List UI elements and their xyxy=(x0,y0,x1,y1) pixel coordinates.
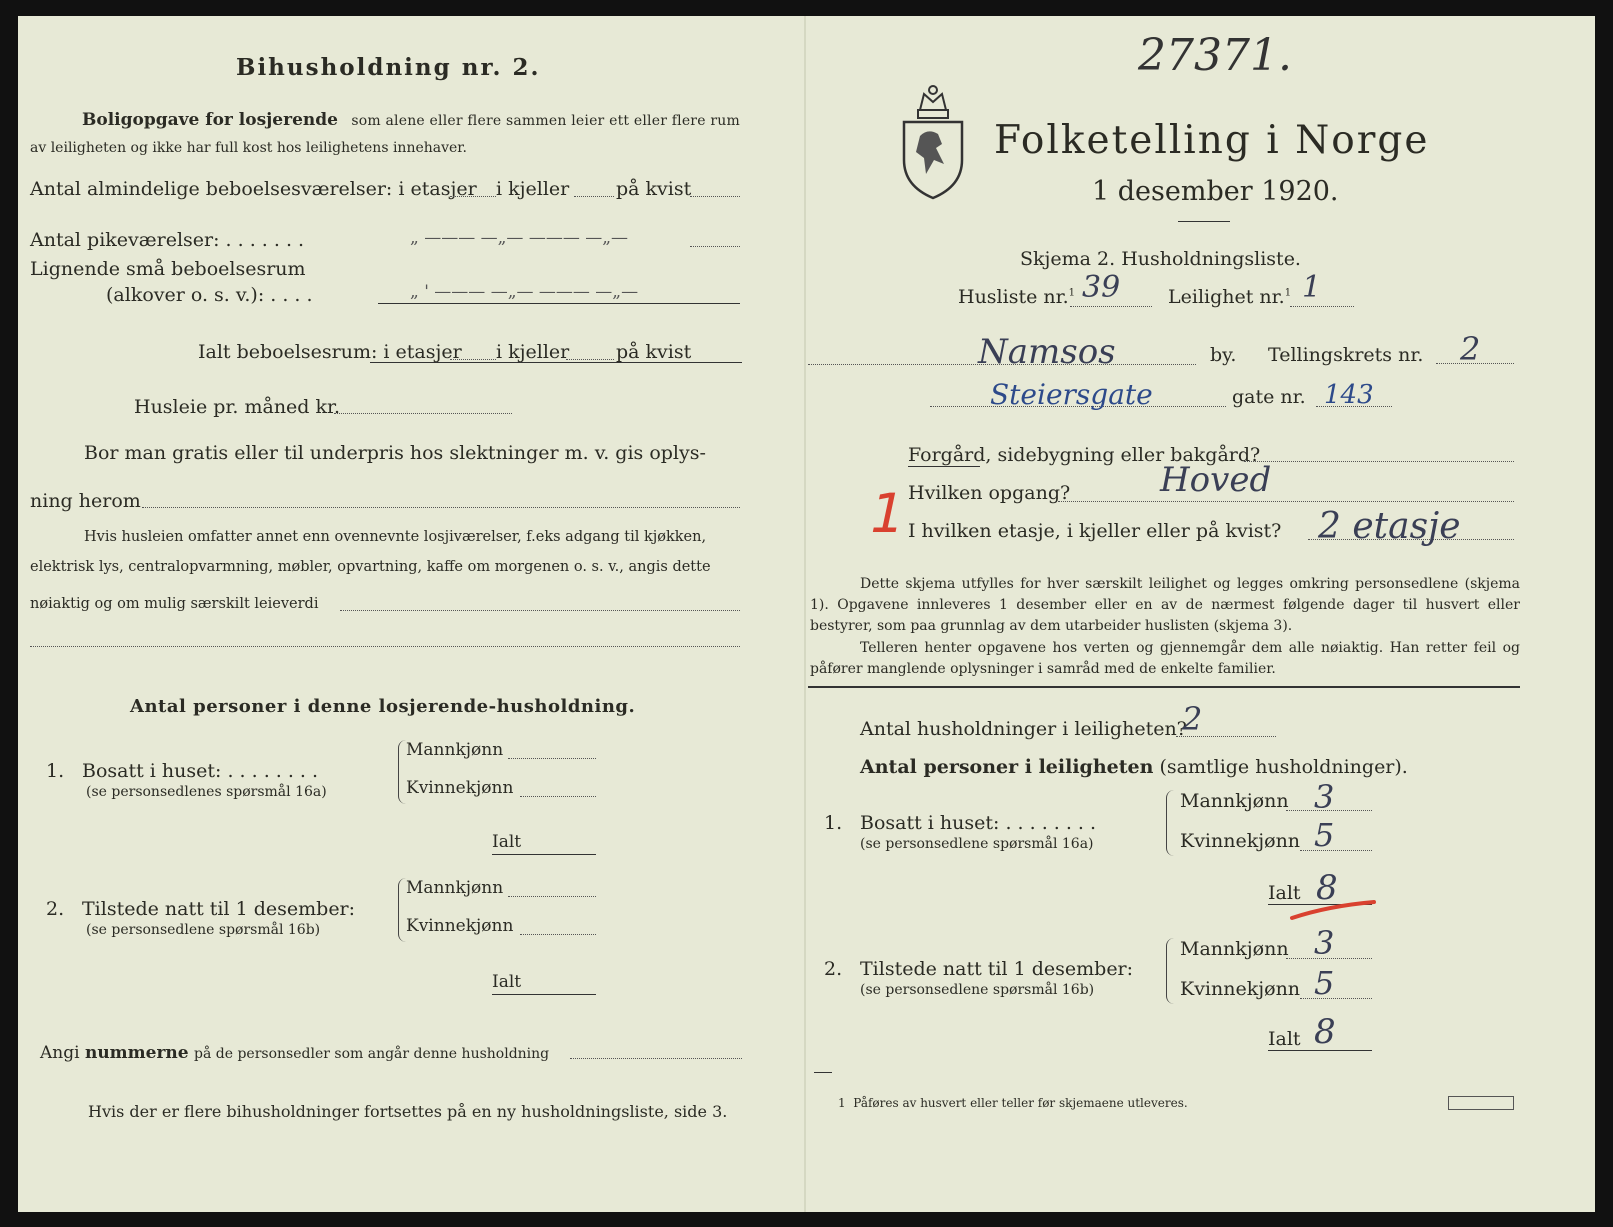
rooms-label: Antal almindelige beboelsesværelser: i etasjer xyxy=(30,178,477,200)
husliste-label-text: Husliste nr. xyxy=(958,286,1069,308)
ialt-rooms-underline xyxy=(370,362,742,363)
krets-value: 2 xyxy=(1460,330,1481,368)
ialt-rooms-label: Ialt beboelsesrum: i etasjer xyxy=(198,341,462,363)
forgaard-field[interactable] xyxy=(1244,461,1514,462)
rooms-kvist-label: på kvist xyxy=(616,178,692,200)
angi-field[interactable] xyxy=(570,1058,742,1059)
hush-value: 2 xyxy=(1182,700,1203,738)
angi-pre: Angi xyxy=(40,1043,80,1063)
skjema-label: Skjema 2. Husholdningsliste. xyxy=(1020,248,1301,270)
intro-rest-1: som alene eller flere sammen leier ett eller flere rum xyxy=(351,113,740,129)
hvis-line-1: Hvis husleien omfatter annet enn ovennevnte losjiværelser, f.eks adgang til kjøkken, xyxy=(84,529,707,545)
left-q2-sub: (se personsedlene spørsmål 16b) xyxy=(86,922,321,938)
by-label: by. xyxy=(1210,344,1237,366)
right-q1-kvinne-value: 5 xyxy=(1314,816,1335,854)
census-form-sheet xyxy=(18,16,1595,1212)
left-q1-ialt-field[interactable] xyxy=(492,854,596,855)
right-q1-ialt-value: 8 xyxy=(1316,868,1338,908)
printer-stamp xyxy=(1448,1096,1514,1110)
left-q1-kvinne-field[interactable] xyxy=(520,796,596,797)
lignende-label-2: (alkover o. s. v.): . . . . xyxy=(106,284,313,306)
street-value: Steiersgate xyxy=(990,378,1153,411)
left-q1-number: 1. xyxy=(46,760,65,782)
footnote-rule xyxy=(814,1072,832,1073)
left-q1-ialt-label: Ialt xyxy=(492,832,522,852)
footnote-number: 1 xyxy=(838,1096,846,1110)
gratis-line-1: Bor man gratis eller til underpris hos slektninger m. v. gis oplys- xyxy=(84,442,706,464)
husliste-footnote-mark: 1 xyxy=(1068,287,1076,299)
right-q1-kvinne-label: Kvinnekjønn xyxy=(1180,830,1301,852)
right-title: Folketelling i Norge xyxy=(994,118,1430,163)
opgang-field[interactable] xyxy=(1058,501,1514,502)
angi-line xyxy=(40,1043,549,1063)
lignende-marks: „ ' ——— —„— ——— —„— xyxy=(410,282,639,302)
angi-post: på de personsedler som angår denne husholdning xyxy=(194,1046,550,1062)
left-q2-ialt-field[interactable] xyxy=(492,994,596,995)
husleie-label: Husleie pr. måned kr. xyxy=(134,396,341,418)
instructions-2: Telleren henter opgavene hos verten og gjennemgår dem alle nøiaktig. Han retter feil og påfører manglende oplysninger i samråd med de enkelte familier. xyxy=(810,640,1520,677)
footnote xyxy=(838,1096,1188,1110)
intro-bold: Boligopgave for losjerende xyxy=(82,110,338,130)
right-q1-mann-label: Mannkjønn xyxy=(1180,790,1289,812)
leilighet-field[interactable] xyxy=(1290,306,1354,307)
forgaard-label: Forgård, sidebygning eller bakgård? xyxy=(908,444,1261,466)
left-q1-sub: (se personsedlenes spørsmål 16a) xyxy=(86,784,327,800)
census-date: 1 desember 1920. xyxy=(1092,176,1339,207)
right-q1-number: 1. xyxy=(824,812,843,834)
ialt-kjeller-field[interactable] xyxy=(566,359,614,360)
left-footer: Hvis der er flere bihusholdninger fortsettes på en ny husholdningsliste, side 3. xyxy=(88,1102,728,1121)
leilighet-label-text: Leilighet nr. xyxy=(1168,286,1285,308)
gratis-field[interactable] xyxy=(142,507,740,508)
right-persons-bold: Antal personer i leiligheten xyxy=(860,756,1154,778)
leilighet-label xyxy=(1168,286,1291,308)
etasje-value: 2 etasje xyxy=(1318,506,1461,547)
archive-number: 27371. xyxy=(1138,30,1292,81)
intro-line-1 xyxy=(82,110,740,130)
instructions-1: Dette skjema utfylles for hver særskilt leilighet og legges omkring personsedlene (skjema 1). Opgavene innleveres 1 desember eller en av de nærmest følgende dager til husvert eller bestyrer, som paa grunnlag av dem utarbeider huslisten (skjema 3). xyxy=(810,576,1520,634)
hush-label: Antal husholdninger i leiligheten? xyxy=(860,718,1187,740)
coat-of-arms-icon xyxy=(898,82,968,200)
left-q2-mann-label: Mannkjønn xyxy=(406,878,504,898)
leilighet-value: 1 xyxy=(1302,270,1322,305)
opgang-value: Hoved xyxy=(1160,460,1272,500)
krets-label: Tellingskrets nr. xyxy=(1268,344,1424,366)
title-rule xyxy=(1178,221,1230,222)
right-q1-brace xyxy=(1166,790,1177,856)
hvis-line-3: nøiaktig og om mulig særskilt leieverdi xyxy=(30,596,319,612)
husleie-field[interactable] xyxy=(334,413,512,414)
left-persons-heading: Antal personer i denne losjerende-husholdning. xyxy=(130,696,636,717)
instructions-rule xyxy=(808,686,1520,688)
pike-label: Antal pikeværelser: . . . . . . . xyxy=(30,229,305,251)
husliste-value: 39 xyxy=(1082,270,1121,305)
right-q2-ialt-label: Ialt xyxy=(1268,1028,1301,1050)
left-q1-kvinne-label: Kvinnekjønn xyxy=(406,778,514,798)
opgang-label: Hvilken opgang? xyxy=(908,482,1071,504)
rooms-kjeller-label: i kjeller xyxy=(496,178,570,200)
rooms-kjeller-field[interactable] xyxy=(574,196,614,197)
right-q2-label: Tilstede natt til 1 desember: xyxy=(860,958,1134,980)
right-q1-mann-value: 3 xyxy=(1314,778,1335,816)
pike-marks: „ ——— —„— ——— —„— xyxy=(410,228,629,248)
left-title: Bihusholdning nr. 2. xyxy=(236,54,541,81)
right-q2-kvinne-label: Kvinnekjønn xyxy=(1180,978,1301,1000)
leilighet-footnote-mark: 1 xyxy=(1284,287,1292,299)
left-q1-label: Bosatt i huset: . . . . . . . . xyxy=(82,760,319,782)
pike-kvist-field[interactable] xyxy=(690,246,740,247)
right-q1-label: Bosatt i huset: . . . . . . . . xyxy=(860,812,1097,834)
gratis-line-2: ning herom xyxy=(30,490,141,512)
leieverdi-field-2[interactable] xyxy=(30,646,740,647)
right-q2-kvinne-field[interactable] xyxy=(1300,998,1372,999)
angi-bold: nummerne xyxy=(84,1043,189,1063)
forgaard-underline xyxy=(908,466,980,467)
gate-value: 143 xyxy=(1324,380,1374,410)
red-underline-mark xyxy=(1288,894,1378,924)
left-q2-ialt-label: Ialt xyxy=(492,972,522,992)
ialt-kjeller-label: i kjeller xyxy=(496,341,570,363)
footnote-text: Påføres av husvert eller teller før skjemaene utleveres. xyxy=(853,1096,1188,1110)
leieverdi-field[interactable] xyxy=(340,610,740,611)
rooms-kvist-field[interactable] xyxy=(690,196,740,197)
left-q2-number: 2. xyxy=(46,898,65,920)
rooms-etasjer-field[interactable] xyxy=(450,196,496,197)
left-q1-mann-field[interactable] xyxy=(508,758,596,759)
etasje-label: I hvilken etasje, i kjeller eller på kvist? xyxy=(908,520,1282,542)
right-q2-sub: (se personsedlene spørsmål 16b) xyxy=(860,982,1095,998)
right-q2-brace xyxy=(1166,938,1177,1004)
left-q2-label: Tilstede natt til 1 desember: xyxy=(82,898,356,920)
left-q1-mann-label: Mannkjønn xyxy=(406,740,504,760)
lignende-label-1: Lignende små beboelsesrum xyxy=(30,258,306,280)
right-persons-heading xyxy=(860,756,1408,778)
intro-line-2: av leiligheten og ikke har full kost hos leilighetens innehaver. xyxy=(30,140,467,156)
left-q2-kvinne-label: Kvinnekjønn xyxy=(406,916,514,936)
lignende-underline xyxy=(378,303,740,304)
right-q1-kvinne-field[interactable] xyxy=(1300,850,1372,851)
hvis-line-2: elektrisk lys, centralopvarmning, møbler, opvartning, kaffe om morgenen o. s. v., angis dette xyxy=(30,559,711,575)
right-q2-number: 2. xyxy=(824,958,843,980)
husliste-field[interactable] xyxy=(1070,306,1152,307)
page-fold xyxy=(804,16,806,1212)
city-value: Namsos xyxy=(978,332,1116,372)
right-q1-ialt-label: Ialt xyxy=(1268,882,1301,904)
gate-label: gate nr. xyxy=(1232,386,1306,408)
red-pencil-mark: 1 xyxy=(863,482,912,545)
right-q2-mann-value: 3 xyxy=(1314,924,1335,962)
left-q2-kvinne-field[interactable] xyxy=(520,934,596,935)
ialt-etasjer-field[interactable] xyxy=(450,359,496,360)
left-q2-mann-field[interactable] xyxy=(508,896,596,897)
right-q2-mann-label: Mannkjønn xyxy=(1180,938,1289,960)
husliste-label xyxy=(958,286,1075,308)
right-q1-sub: (se personsedlene spørsmål 16a) xyxy=(860,836,1094,852)
ialt-kvist-label: på kvist xyxy=(616,341,692,363)
right-q2-ialt-value: 8 xyxy=(1314,1012,1336,1052)
right-persons-rest: (samtlige husholdninger). xyxy=(1159,756,1408,778)
right-q2-kvinne-value: 5 xyxy=(1314,964,1335,1002)
